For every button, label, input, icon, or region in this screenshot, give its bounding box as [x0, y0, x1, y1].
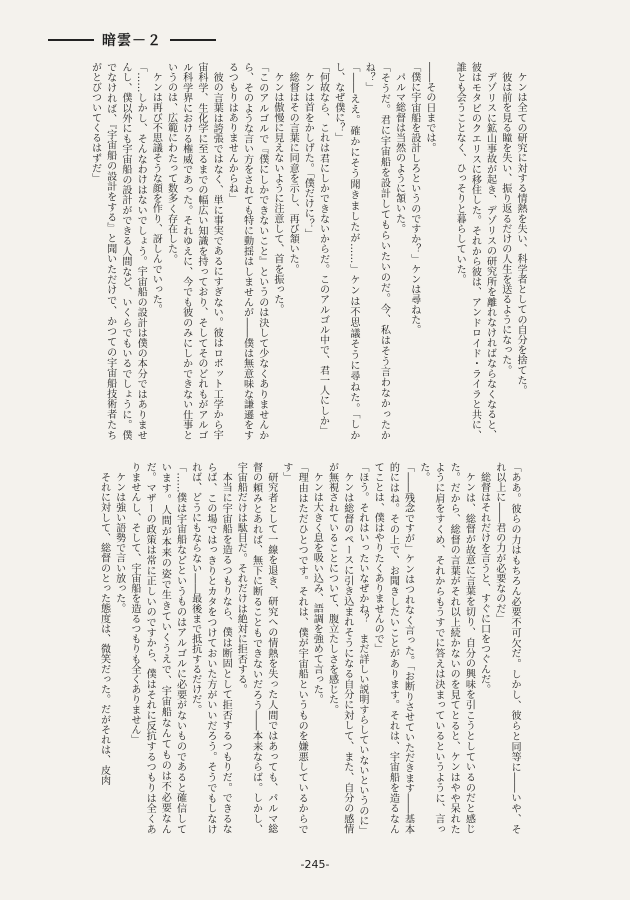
paragraph: ケンは再び不思議そうな顔を作り、訝しんでいった。 — [150, 72, 162, 315]
paragraph: ケンは首をかしげた。「僕だけに？」 — [302, 72, 314, 239]
paragraph: パルマ総督は当然のように頷いた。 — [393, 72, 405, 234]
paragraph: それに対して、総督のとった態度は、微笑だった。だがそれは、皮肉 — [98, 472, 110, 786]
chapter-title: 暗雲－２ — [102, 33, 162, 49]
dialogue-paragraph: 「ほう。それはいったいなぜかね？ まだ詳しい説明すらしていないというのに」 — [356, 462, 368, 836]
paragraph: 総督はその言葉に同意を示し、再び頷いた。 — [287, 72, 299, 275]
dialogue-paragraph: 「そうだ。君に宇宙船を設計してもらいたいのだ。今、私はそう言わなかったかね？」 — [363, 62, 390, 440]
page-number: -245- — [300, 858, 330, 871]
dialogue-paragraph: 「何故なら、これは君にしかできないからだ。このアルゴル中で、君一人にしか」 — [317, 62, 329, 436]
dialogue-paragraph: 「――ええ。確かにそう聞きましたが……」ケンは不思議そうに尋ねた。「しかし、なぜ僕に？」 — [332, 62, 359, 440]
header-rule-left — [48, 39, 94, 41]
dialogue-paragraph: 「――残念ですが」ケンはつれなく言った。「お断りさせていただきます――基本的にはね。その上で、お聞きしたいことがあります。それは、宇宙船を造るなんてことは、僕はやりたくありませんので」 — [372, 462, 414, 834]
dialogue-paragraph: 「ああ。彼らの力はもちろん必要不可欠だ。しかし、彼らと同等に――いや、それ以上に――君の力が必要なのだ」 — [493, 462, 520, 834]
dialogue-paragraph: 「このアルゴルで『僕にしかできないこと』というのは決して少なくありませんから、そのような言い方をされても特に動揺はしませんが――僕は無意味な謙遜をするつもりはありませんからね」 — [226, 62, 268, 440]
paragraph: 研究者として一線を退き、研究への情熱を失った人間ではあっても、パルマ総督の頼みとあれば、無下に断ることもできないだろう――本来ならば。しかし、宇宙船だけは駄目だ。それだけは絶対に拒否する。 — [235, 462, 277, 834]
paragraph: 本当に宇宙船を造るつもりなら、僕は断固として拒否するつもりだ。できるならば、この場ではっきりとカタをつけておいた方がいいだろう。そうでもしなければ、どうにもならない――最後まで抵抗するだけだ。 — [189, 462, 232, 834]
header-rule-right — [170, 39, 216, 41]
paragraph: ケンは傲慢に見えないように注意して、首を振った。 — [271, 72, 283, 315]
dialogue-paragraph: 「理由はただひとつです。それは、僕が宇宙船というものを嫌悪しているからです」 — [280, 462, 308, 834]
paragraph: 彼の言葉は誇張ではなく、単に事実であるにすぎない。彼はロボット工学から宇宙科学、生化学に至るまでの幅広い知識を持っており、そしてそのどれもがアルゴル科学界における権威であった。それゆえに、今でも彼のみにしかできない仕事というのは、広範にわたって数多く存在した。 — [165, 62, 223, 440]
paragraph: ケンは全ての研究に対する情熱を失い、科学者としての自分を捨てた。 — [515, 72, 526, 396]
paragraph: ケンは総督のペースに引き込まれそうになる自分に対して、また、自分の感情が無視されていることについて、腹立たしさを感じた。 — [326, 462, 353, 834]
paragraph: 総督はそれだけを言うと、すぐに口をつぐんだ。 — [478, 472, 490, 695]
text-block-upper — [89, 62, 528, 440]
text-block-lower — [70, 462, 522, 834]
paragraph: 彼は前を見る瞳を失い、振り返るだけの人生を送るようになった。 — [499, 72, 511, 376]
dialogue-paragraph: 「……僕は宇宙船などというものはアルゴルに必要がないものであると確信しています。人間が本来の姿で生きていくうえで、宇宙船なんてものは不必要なんだ。マザーの政策は常に正しいのですから、僕はそれに反抗するつもりは全くありませんし、そして、宇宙船を造るつもりも全くありません」 — [128, 462, 186, 834]
running-head — [48, 30, 216, 50]
dialogue-paragraph: 「僕に宇宙船を設計しろというのですか？」ケンは尋ねた。 — [408, 62, 420, 335]
paragraph: ――その日までは。 — [423, 62, 435, 153]
dialogue-paragraph: 「……しかし、そんなわけはないでしょう。宇宙船の設計は僕の本分ではありませんし、僕以外にも宇宙船の設計ができる人間など、いくらでもいるでしょうに。僕でなければ、『宇宙船の設計をする』と聞いただけで、かつての宇宙船技術者たちがとびついてくるはずだ」 — [89, 62, 147, 440]
paragraph: ケンは、総督が故意に言葉を切り、自分の興味を引こうとしているのだと感じた。だから、総督の言葉がそれ以上続かないのを見てとると、ケンはやや呆れたように肩をすくめ、それからもうすでに答えは決まっているというように、言った。 — [417, 462, 475, 834]
paragraph: デゾリスに鉱山事故が起き、デゾリスの研究所を離れなければならなくなると、彼はモタビのクエリスに移住した。それから彼は、アンドロイド・ライラと共に、誰とも会うことなく、ひっそりと暮らしていた。 — [454, 62, 496, 440]
paragraph: ケンは強い語勢で言い放った。 — [113, 472, 125, 614]
paragraph: ケンは大きく息を吸い込み、語調を強めて言った。 — [311, 472, 323, 705]
